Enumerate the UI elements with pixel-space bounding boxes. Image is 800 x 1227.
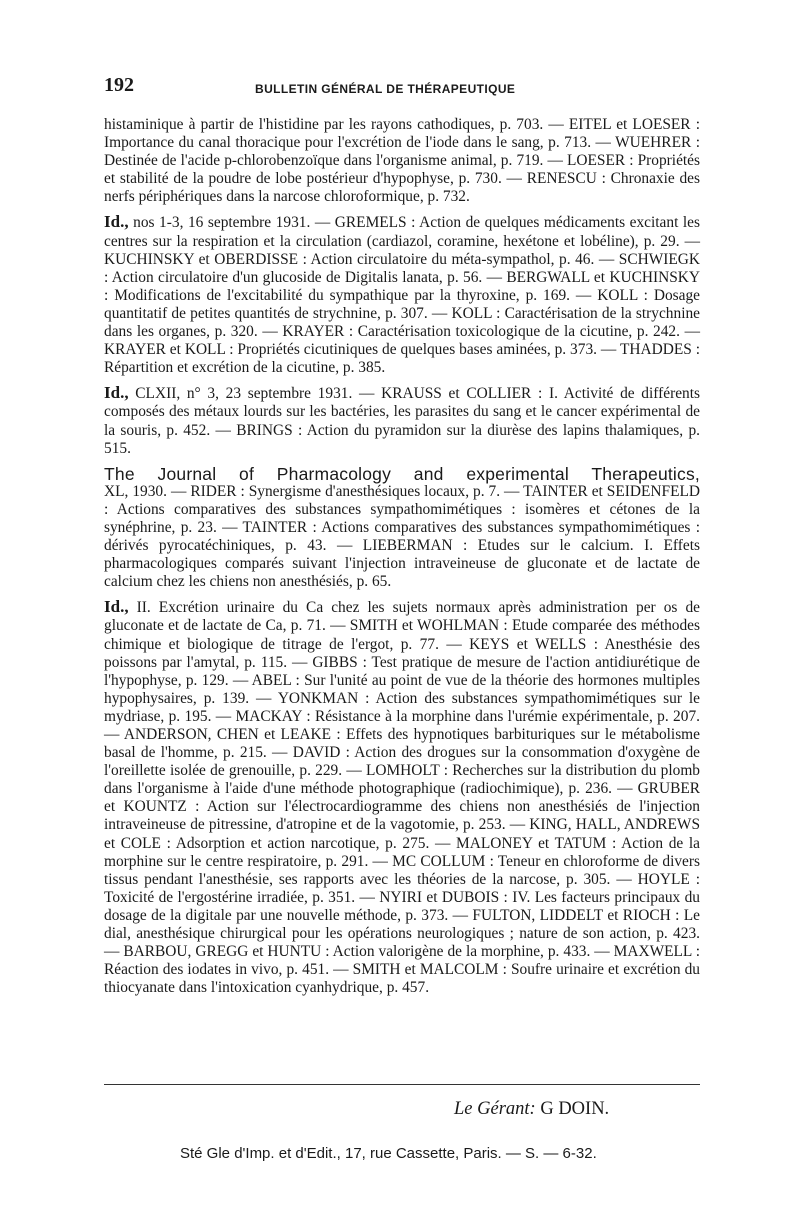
paragraph-5 <box>104 598 700 997</box>
printer-imprint: Sté Gle d'Imp. et d'Edit., 17, rue Cassette, Paris. — S. — 6-32. <box>180 1145 597 1162</box>
page <box>104 74 700 1004</box>
paragraph-3 <box>104 384 700 457</box>
paragraph-1: histaminique à partir de l'histidine par les rayons cathodiques, p. 703. — EITEL et LOESER : Importance du canal thoracique pour l'excrétion de l'iode dans le sang, p. 713. — WUEHRER : Destinée de l'acide p-chlorobenzoïque dans l'organisme animal, p. 719. — LOESER : Propriétés et stabilité de la poudre de lobe postérieur d'hypophyse, p. 730. — RENESCU : Chronaxie des nerfs périphériques dans la narcose chloroformique, p. 732. <box>104 116 700 206</box>
page-header <box>104 74 700 100</box>
paragraph-5-text: II. Excrétion urinaire du Ca chez les sujets normaux après administration per os de gluconate et de lactate de Ca, p. 71. — SMITH et WOHLMAN : Etude comparée des méthodes chimique et biologique de titrage de l'ergot, p. 77. — KEYS et WELLS : Anesthésie des poissons par l'amytal, p. 115. — GIBBS : Test pratique de mesure de l'action antidiurétique de l'hypophyse, p. 129. — ABEL : Sur l'unité au point de vue de la théorie des hormones multiples hypophysaires, p. 139. — YONKMAN : Action des substances sympathomimétiques sur le mydriase, p. 195. — MACKAY : Résistance à la morphine dans l'urémie expérimentale, p. 207. — ANDERSON, CHEN et LEAKE : Effets des hypnotiques barbituriques sur le métabolisme basal de l'homme, p. 215. — DAVID : Action des drogues sur la consommation d'oxygène de l'oreillette isolée de grenouille, p. 229. — LOMHOLT : Recherches sur la distribution du plomb dans l'organisme à l'aide d'une méthode photographique (radiochimique), p. 236. — GRUBER et KOUNTZ : Action sur l'électrocardiogramme des chiens non anesthésiés de l'injection intraveineuse de pitressine, d'atropine et de la vagotomie, p. 253. — KING, HALL, ANDREWS et COLE : Adsorption et action narcotique, p. 275. — MALONEY et TATUM : Action de la morphine sur le centre respiratoire, p. 291. — MC COLLUM : Teneur en chloroforme de divers tissus pendant l'anesthésie, ses rapports avec les théories de la narcose, p. 305. — HOYLE : Toxicité de l'ergostérine irradiée, p. 351. — NYIRI et DUBOIS : IV. Les facteurs principaux du dosage de la digitale par une nouvelle méthode, p. 373. — FULTON, LIDDELT et RIOCH : Le dial, anesthésique chirurgical pour les opérations neurologiques ; nature de son action, p. 423. — BARBOU, GREGG et HUNTU : Action valorigène de la morphine, p. 433. — MAXWELL : Réaction des iodates in vivo, p. 451. — SMITH et MALCOLM : Soufre urinaire et excrétion du thiocyanate dans l'intoxication cyanhydrique, p. 457. <box>104 599 700 997</box>
paragraph-3-lead: Id., <box>104 383 129 403</box>
paragraph-5-lead: Id., <box>104 597 129 617</box>
signature-divider <box>104 1084 700 1085</box>
paragraph-3-text: CLXII, n° 3, 23 septembre 1931. — KRAUSS et COLLIER : I. Activité de différents composés des métaux lourds sur les bactéries, les parasites du sang et le cancer expérimental de la souris, p. 452. — BRINGS : Action du pyramidon sur la diurèse des lapins thalamiques, p. 515. <box>104 385 700 457</box>
paragraph-2 <box>104 213 700 377</box>
running-head: BULLETIN GÉNÉRAL DE THÉRAPEUTIQUE <box>255 82 516 96</box>
signature <box>454 1099 609 1120</box>
signature-role: Le Gérant: <box>454 1099 536 1119</box>
page-number: 192 <box>104 74 134 96</box>
journal-title: The Journal of Pharmacology and experimental Therapeutics, <box>104 463 700 484</box>
paragraph-2-text: nos 1-3, 16 septembre 1931. — GREMELS : Action de quelques médicaments excitant les centres sur la respiration et la circulation (cardiazol, coramine, hexétone et lobéline), p. 29. — KUCHINSKY et OBERDISSE : Action circulatoire du méta-sympathol, p. 46. — SCHWIEGK : Action circulatoire d'un glucoside de Digitalis lanata, p. 56. — BERGWALL et KUCHINSKY : Modifications de l'excitabilité du sympathique par la thyroxine, p. 169. — KOLL : Dosage quantitatif de petites quantités de strychnine, p. 307. — KOLL : Caractérisation de la strychnine dans les organes, p. 320. — KRAYER : Caractérisation toxicologique de la cicutine, p. 242. — KRAYER et KOLL : Propriétés cicutiniques de quelques bases aminées, p. 373. — THADDES : Répartition et excrétion de la cicutine, p. 385. <box>104 214 700 377</box>
page-body <box>104 116 700 997</box>
signature-name: G DOIN. <box>540 1099 610 1119</box>
paragraph-2-lead: Id., <box>104 212 129 232</box>
paragraph-4: XL, 1930. — RIDER : Synergisme d'anesthésiques locaux, p. 7. — TAINTER et SEIDENFELD : Actions comparatives des substances sympathomimétiques : isomères et cétones de la synéphrine, p. 23. — TAINTER : Actions comparatives des substances sympathomimétiques : dérivés pyrocatéchiniques, p. 43. — LIEBERMAN : Etudes sur le calcium. I. Effets pharmacologiques comparés suivant l'injection intraveineuse de gluconate et de lactate de calcium chez les chiens non anesthésiés, p. 65. <box>104 482 700 591</box>
